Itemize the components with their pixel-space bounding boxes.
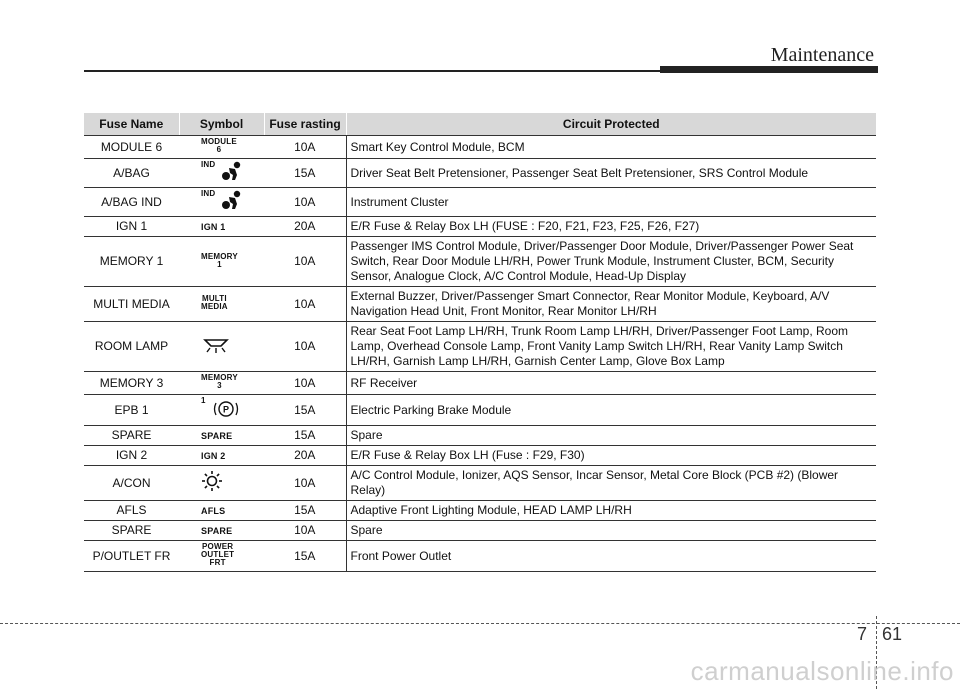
fuse-rating: 10A [264,188,346,217]
section-title: Maintenance [770,44,874,66]
symbol-label: 1 [201,396,206,405]
fuse-symbol [179,466,264,501]
symbol-label: IND [201,189,216,198]
table-row [84,217,876,237]
fuse-name: P/OUTLET FR [84,541,179,572]
watermark: carmanualsonline.info [690,656,954,686]
symbol-label: IGN 2 [201,451,226,461]
fuse-symbol [179,395,264,426]
table-row [84,501,876,521]
fuse-rating: 15A [264,501,346,521]
table-row [84,372,876,395]
table-row [84,287,876,322]
table-header-row [84,113,876,136]
footer-rule [0,623,960,624]
fuse-rating: 10A [264,322,346,372]
fuse-symbol [179,322,264,372]
header-rule-accent [660,66,878,73]
fuse-rating: 10A [264,521,346,541]
fuse-name: IGN 2 [84,446,179,466]
fuse-symbol [179,217,264,237]
table-row [84,466,876,501]
page-number: 61 [882,624,903,644]
table-row [84,237,876,287]
fuse-symbol [179,136,264,159]
circuit-protected: Smart Key Control Module, BCM [346,136,876,159]
symbol-label: AFLS [201,506,226,516]
symbol-label: MODULE 6 [201,137,237,154]
fuse-table [84,113,876,572]
circuit-protected: E/R Fuse & Relay Box LH (Fuse : F29, F30) [346,446,876,466]
fuse-symbol [179,426,264,446]
circuit-protected: Passenger IMS Control Module, Driver/Passenger Door Module, Driver/Passenger Power Seat Switch, Rear Door Module LH/RH, Power Trunk Module, Instrument Cluster, BCM, Security Sensor, Analogue Clock, A/C Control Module, Head-Up Display [346,237,876,287]
parking-brake-icon [206,397,242,423]
fuse-symbol [179,287,264,322]
ac-sun-icon [201,470,223,496]
fuse-rating: 15A [264,541,346,572]
table-row [84,521,876,541]
fuse-symbol [179,372,264,395]
fuse-symbol [179,159,264,188]
table-row [84,395,876,426]
room-lamp-icon [201,336,231,358]
fuse-rating: 15A [264,395,346,426]
fuse-symbol [179,541,264,572]
fuse-name: MEMORY 3 [84,372,179,395]
circuit-protected: A/C Control Module, Ionizer, AQS Sensor, Incar Sensor, Metal Core Block (PCB #2) (Blower Relay) [346,466,876,501]
fuse-name: IGN 1 [84,217,179,237]
fuse-rating: 10A [264,136,346,159]
table-row [84,159,876,188]
fuse-name: MULTI MEDIA [84,287,179,322]
fuse-name: SPARE [84,521,179,541]
fuse-rating: 15A [264,159,346,188]
fuse-name: SPARE [84,426,179,446]
svg-text:P: P [222,404,229,415]
column-header-fuse-rating: Fuse rasting [264,113,346,136]
symbol-label: SPARE [201,431,233,441]
table-row [84,322,876,372]
circuit-protected: E/R Fuse & Relay Box LH (FUSE : F20, F21, F23, F25, F26, F27) [346,217,876,237]
symbol-label: IGN 1 [201,222,226,232]
column-header-symbol: Symbol [179,113,264,136]
circuit-protected: RF Receiver [346,372,876,395]
symbol-label: IND [201,160,216,169]
fuse-rating: 10A [264,287,346,322]
chapter-number: 7 [857,624,868,644]
symbol-label: MULTI MEDIA [201,294,228,311]
circuit-protected: Spare [346,521,876,541]
fuse-table-body [84,136,876,572]
fuse-name: EPB 1 [84,395,179,426]
fuse-rating: 10A [264,372,346,395]
fuse-rating: 15A [264,426,346,446]
fuse-name: A/BAG [84,159,179,188]
symbol-label: MEMORY 3 [201,373,238,390]
column-header-circuit-protected: Circuit Protected [346,113,876,136]
fuse-rating: 10A [264,237,346,287]
fuse-name: MEMORY 1 [84,237,179,287]
fuse-symbol [179,237,264,287]
table-row [84,446,876,466]
airbag-icon [215,161,245,185]
circuit-protected: Electric Parking Brake Module [346,395,876,426]
table-row [84,541,876,572]
fuse-rating: 20A [264,217,346,237]
circuit-protected: Spare [346,426,876,446]
circuit-protected: Rear Seat Foot Lamp LH/RH, Trunk Room Lamp LH/RH, Driver/Passenger Foot Lamp, Room Lamp, Overhead Console Lamp, Front Vanity Lamp Switch LH/RH, Rear Vanity Lamp Switch LH/RH, Garnish Lamp LH/RH, Garnish Center Lamp, Glove Box Lamp [346,322,876,372]
fuse-name: A/BAG IND [84,188,179,217]
fuse-name: ROOM LAMP [84,322,179,372]
fuse-name: A/CON [84,466,179,501]
fuse-symbol [179,521,264,541]
symbol-label: POWER OUTLET FRT [201,542,235,567]
fuse-symbol [179,188,264,217]
circuit-protected: Front Power Outlet [346,541,876,572]
table-row [84,426,876,446]
circuit-protected: Instrument Cluster [346,188,876,217]
fuse-rating: 10A [264,466,346,501]
airbag-icon [215,190,245,214]
column-header-fuse-name: Fuse Name [84,113,179,136]
fuse-symbol [179,501,264,521]
fuse-name: AFLS [84,501,179,521]
table-row [84,136,876,159]
circuit-protected: External Buzzer, Driver/Passenger Smart Connector, Rear Monitor Module, Keyboard, A/V Navigation Head Unit, Front Monitor, Rear Monitor LH/RH [346,287,876,322]
fuse-symbol [179,446,264,466]
circuit-protected: Driver Seat Belt Pretensioner, Passenger Seat Belt Pretensioner, SRS Control Module [346,159,876,188]
symbol-label: SPARE [201,526,233,536]
fuse-rating: 20A [264,446,346,466]
symbol-label: MEMORY 1 [201,251,238,269]
table-row [84,188,876,217]
circuit-protected: Adaptive Front Lighting Module, HEAD LAMP LH/RH [346,501,876,521]
header-rule [84,70,660,72]
fuse-name: MODULE 6 [84,136,179,159]
